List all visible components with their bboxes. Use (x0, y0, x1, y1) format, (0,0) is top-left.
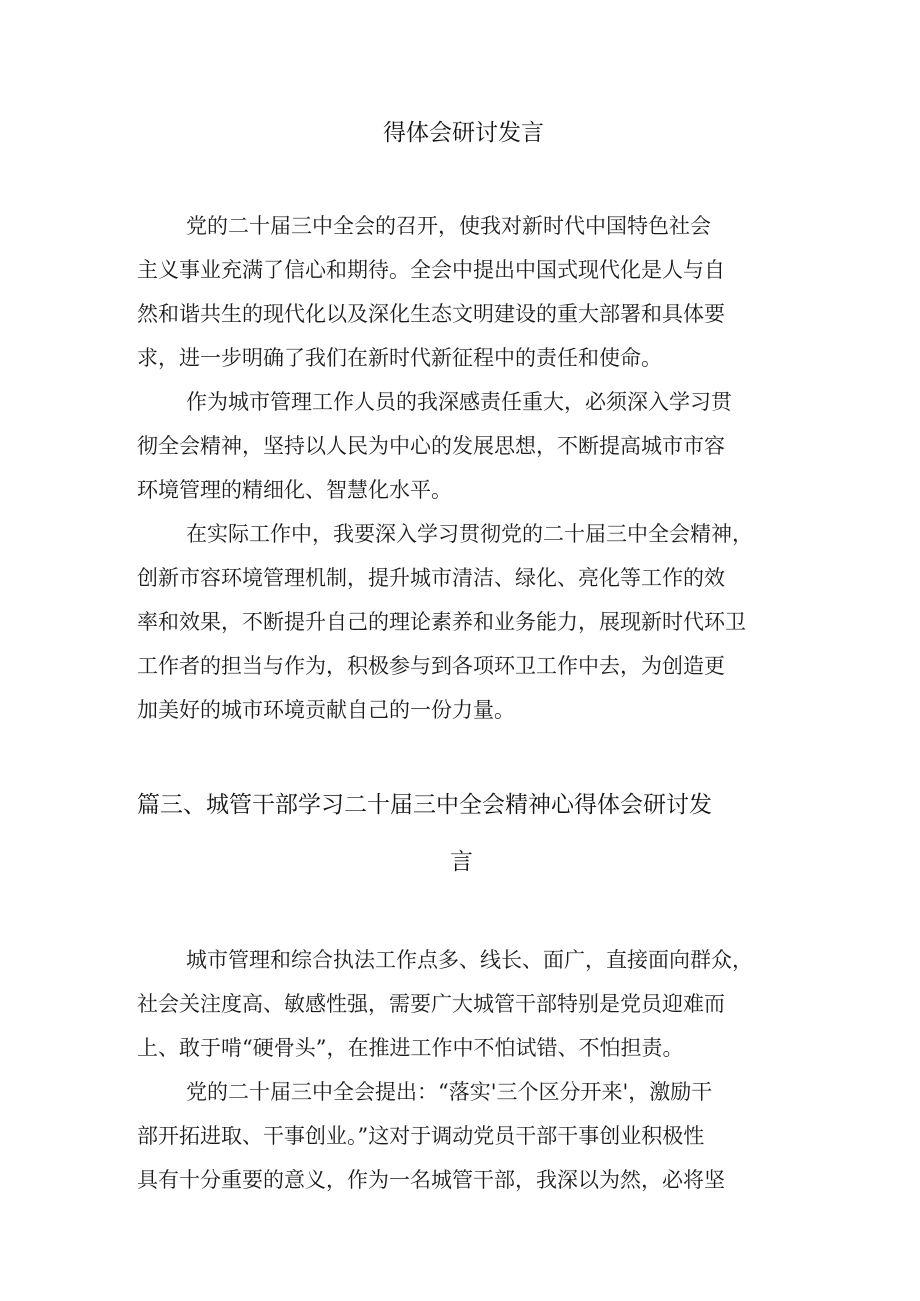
paragraph-2-line-2: 彻全会精神，坚持以人民为中心的发展思想，不断提高城市市容 (137, 434, 725, 458)
paragraph-2-line-1: 作为城市管理工作人员的我深感责任重大，必须深入学习贯 (186, 390, 732, 414)
paragraph-4-line-1: 城市管理和综合执法工作点多、线长、面广，直接面向群众， (186, 948, 753, 972)
paragraph-5-line-2: 部开拓进取、干事创业。”这对于调动党员干部干事创业积极性 (137, 1124, 705, 1148)
paragraph-1-line-2: 主义事业充满了信心和期待。全会中提出中国式现代化是人与自 (137, 258, 725, 282)
paragraph-3-line-5: 加美好的城市环境贡献自己的一份力量。 (137, 698, 515, 722)
paragraph-1-line-1: 党的二十届三中全会的召开，使我对新时代中国特色社会 (186, 214, 711, 238)
paragraph-3-line-2: 创新市容环境管理机制，提升城市清洁、绿化、亮化等工作的效 (137, 566, 725, 590)
paragraph-1-line-3: 然和谐共生的现代化以及深化生态文明建设的重大部署和具体要 (137, 302, 725, 326)
paragraph-1-line-4: 求，进一步明确了我们在新时代新征程中的责任和使命。 (137, 346, 662, 370)
section-heading-line-2: 言 (450, 849, 473, 875)
paragraph-4-line-3: 上、敢于啃“硬骨头”，在推进工作中不怕试错、不怕担责。 (137, 1036, 684, 1060)
paragraph-3-line-1: 在实际工作中，我要深入学习贯彻党的二十届三中全会精神， (186, 522, 753, 546)
paragraph-3-line-4: 工作者的担当与作为，积极参与到各项环卫工作中去，为创造更 (137, 654, 725, 678)
paragraph-5-line-1: 党的二十届三中全会提出：“落实'三个区分开来'，激励干 (186, 1080, 713, 1104)
paragraph-4-line-2: 社会关注度高、敏感性强，需要广大城管干部特别是党员迎难而 (137, 992, 725, 1016)
paragraph-5-line-3: 具有十分重要的意义，作为一名城管干部，我深以为然，必将坚 (137, 1168, 725, 1192)
section-heading-line-1: 篇三、城管干部学习二十届三中全会精神心得体会研讨发 (137, 792, 712, 818)
paragraph-3-line-3: 率和效果，不断提升自己的理论素养和业务能力，展现新时代环卫 (137, 610, 746, 634)
paragraph-2-line-3: 环境管理的精细化、智慧化水平。 (137, 478, 452, 502)
document-title: 得体会研讨发言 (383, 120, 544, 146)
